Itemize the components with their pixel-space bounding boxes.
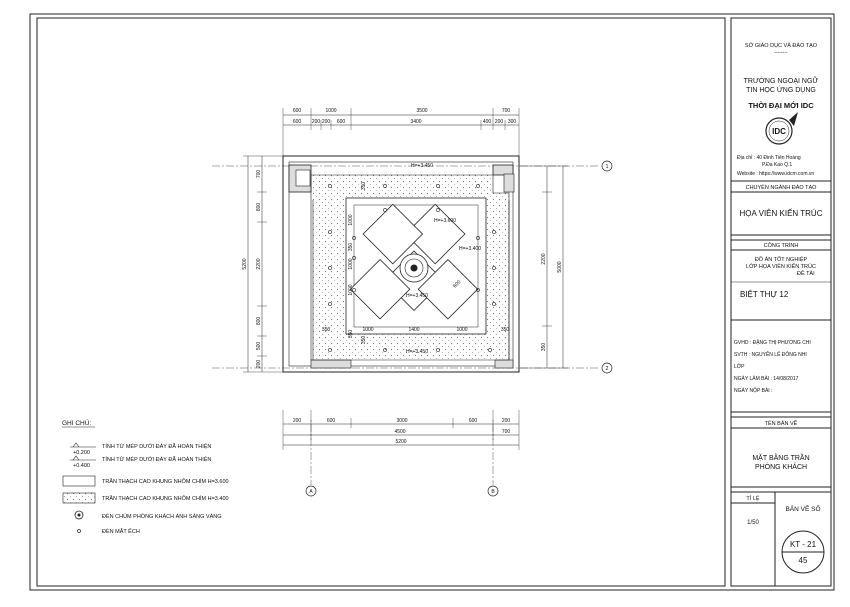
legend-sym-2: +0.400 bbox=[73, 463, 90, 469]
dim-bot-2b: 700 bbox=[501, 429, 511, 435]
dim-bot-1b: 600 bbox=[326, 418, 336, 424]
dim-bot-1a: 200 bbox=[292, 418, 302, 424]
project-header: CÔNG TRÌNH bbox=[763, 243, 799, 249]
address-line1: Địa chỉ : 40 Đinh Tiên Hoàng bbox=[737, 155, 801, 161]
chandelier-symbol bbox=[400, 254, 428, 282]
diag-dim: 600 bbox=[452, 279, 463, 290]
legend-item-level-2 bbox=[70, 455, 211, 469]
drawing-name-line2: PHÒNG KHÁCH bbox=[754, 464, 808, 471]
dim-left-outer: 5200 bbox=[242, 258, 248, 270]
ngay-lam-bai: NGÀY LÀM BÀI : 14/08/2017 bbox=[734, 376, 799, 382]
legend-text-4: TRẦN THẠCH CAO KHUNG NHÔM CHÌM H=3.400 bbox=[102, 496, 229, 502]
dim-left-2: 800 bbox=[256, 202, 262, 212]
dim-right-1: 2200 bbox=[541, 253, 547, 265]
dim-top-2g: 200 bbox=[494, 119, 504, 125]
dim-inner-top-4: 350 bbox=[361, 335, 367, 345]
dim-top-2f: 400 bbox=[482, 119, 492, 125]
project-line1: ĐỒ ÁN TỐT NGHIỆP bbox=[754, 257, 808, 263]
dim-inner-bot-2: 1000 bbox=[362, 327, 374, 333]
dim-top-2a: 600 bbox=[292, 119, 302, 125]
dim-left-4: 800 bbox=[256, 316, 262, 326]
gvhd: GVHD : ĐẶNG THỊ PHƯƠNG CHI bbox=[734, 340, 811, 346]
dim-bot-3: 5200 bbox=[395, 439, 407, 445]
sheet-total: 45 bbox=[798, 556, 808, 565]
ngay-nop-bai: NGÀY NỘP BÀI : bbox=[734, 388, 773, 394]
dim-inner-bot-1: 350 bbox=[321, 327, 331, 333]
dim-inner-left-3: 350 bbox=[348, 329, 354, 339]
legend-item-downlight bbox=[78, 527, 140, 535]
dim-bot-1c: 3000 bbox=[396, 418, 408, 424]
major-header: CHUYÊN NGÀNH ĐÀO TẠO bbox=[745, 185, 817, 191]
logo-text: IDC bbox=[772, 127, 786, 136]
dim-inner-top-1: 350 bbox=[361, 181, 367, 191]
dim-inner-left-2: 1000 bbox=[348, 258, 354, 270]
dim-left-5: 500 bbox=[256, 341, 262, 351]
legend-text-3: TRẦN THẠCH CAO KHUNG NHÔM CHÌM H=3.600 bbox=[102, 479, 229, 485]
level-label-2: H=+3.600 bbox=[434, 218, 456, 224]
dim-top-2e: 3400 bbox=[410, 119, 422, 125]
scale-value: 1/50 bbox=[747, 520, 759, 526]
dim-bot-1e: 200 bbox=[501, 418, 511, 424]
dim-inner-top-3: 1000 bbox=[348, 284, 354, 296]
dim-inner-bot-4: 1000 bbox=[456, 327, 468, 333]
legend bbox=[62, 418, 229, 535]
legend-item-level-1 bbox=[70, 442, 211, 456]
level-label-4: H=+3.450 bbox=[406, 293, 428, 299]
dim-top-2b: 200 bbox=[311, 119, 321, 125]
dim-top-1b: 1000 bbox=[325, 108, 337, 114]
grid-label-b: B bbox=[491, 489, 495, 495]
title-block bbox=[731, 18, 831, 586]
legend-item-ceiling-3400 bbox=[63, 493, 229, 503]
sheet-no: KT - 21 bbox=[789, 540, 817, 549]
dim-left-1: 700 bbox=[256, 169, 262, 179]
svth: SVTH : NGUYỄN LÊ ĐÔNG NHI bbox=[734, 352, 807, 358]
drawing-name-header: TÊN BẢN VẼ bbox=[764, 421, 798, 427]
downlight-icon bbox=[78, 530, 81, 533]
ministry-dash: -------- bbox=[774, 50, 788, 56]
dim-top-2c: 200 bbox=[321, 119, 331, 125]
dim-right-2: 350 bbox=[541, 342, 547, 352]
legend-header: GHI CHÚ: bbox=[62, 420, 92, 427]
grid-label-2: 2 bbox=[605, 366, 609, 372]
level-label-3: H=+3.400 bbox=[459, 246, 481, 252]
legend-sym-1: +0.200 bbox=[73, 450, 90, 456]
legend-text-2: TÍNH TỪ MÉP DƯỚI ĐÁY ĐÃ HOÀN THIỆN bbox=[102, 457, 212, 463]
legend-text-5: ĐÈN CHÙM PHÒNG KHÁCH ÁNH SÁNG VÀNG bbox=[102, 514, 222, 520]
lop: LỚP bbox=[734, 364, 745, 370]
dim-top-1c: 3500 bbox=[416, 108, 428, 114]
project-line2: LỚP HỌA VIÊN KIẾN TRÚC bbox=[746, 264, 816, 270]
legend-text-1: TÍNH TỪ MÉP DƯỚI ĐÁY ĐÃ HOÀN THIỆN bbox=[102, 444, 212, 450]
sheet-no-label: BẢN VẼ SỐ bbox=[785, 506, 821, 513]
dim-inner-bot-5: 350 bbox=[500, 327, 510, 333]
sheet-number-circle bbox=[782, 531, 824, 573]
legend-item-ceiling-3600 bbox=[63, 476, 229, 486]
legend-text-6: ĐÈN MẮT ẾCH bbox=[102, 529, 140, 535]
dim-left-3: 2200 bbox=[256, 258, 262, 270]
level-label-1: H=+3.450 bbox=[411, 163, 433, 169]
school-line1: TRƯỜNG NGOẠI NGỮ bbox=[743, 78, 819, 85]
dim-left-6: 200 bbox=[256, 359, 262, 369]
dim-bot-1d: 600 bbox=[468, 418, 478, 424]
ministry-label: SỞ GIÁO DỤC VÀ ĐÀO TẠO bbox=[744, 43, 818, 49]
grid-label-1: 1 bbox=[605, 164, 609, 170]
drawing-name-line1: MẶT BẰNG TRẦN bbox=[752, 455, 810, 462]
level-label-5: H=+3.450 bbox=[406, 349, 428, 355]
school-line2: TIN HỌC ỨNG DỤNG bbox=[746, 87, 816, 94]
legend-item-chandelier bbox=[75, 511, 222, 520]
topic-label: ĐỀ TÀI bbox=[797, 271, 815, 277]
dim-top-2h: 300 bbox=[507, 119, 517, 125]
dim-top-1a: 600 bbox=[292, 108, 302, 114]
dim-top-2d: 600 bbox=[336, 119, 346, 125]
dim-right-outer: 5000 bbox=[557, 261, 563, 273]
address-line2: P.Đa Kao Q.1 bbox=[762, 162, 793, 168]
topic-value: BIỆT THỰ 12 bbox=[740, 290, 789, 299]
major-value: HỌA VIÊN KIẾN TRÚC bbox=[739, 209, 823, 218]
scale-label: TỈ LỆ bbox=[746, 496, 760, 502]
idc-logo bbox=[766, 112, 798, 144]
dim-inner-bot-3: 1400 bbox=[408, 327, 420, 333]
dim-inner-top-2: 1000 bbox=[348, 214, 354, 226]
dim-top-1d: 700 bbox=[501, 108, 511, 114]
school-name: THỜI ĐẠI MỚI IDC bbox=[748, 101, 814, 110]
dim-inner-left-1: 350 bbox=[348, 242, 354, 252]
website: Website : https://www.idcm.com.vn bbox=[737, 171, 815, 177]
dim-bot-2a: 4500 bbox=[394, 429, 406, 435]
grid-label-a: A bbox=[309, 489, 313, 495]
